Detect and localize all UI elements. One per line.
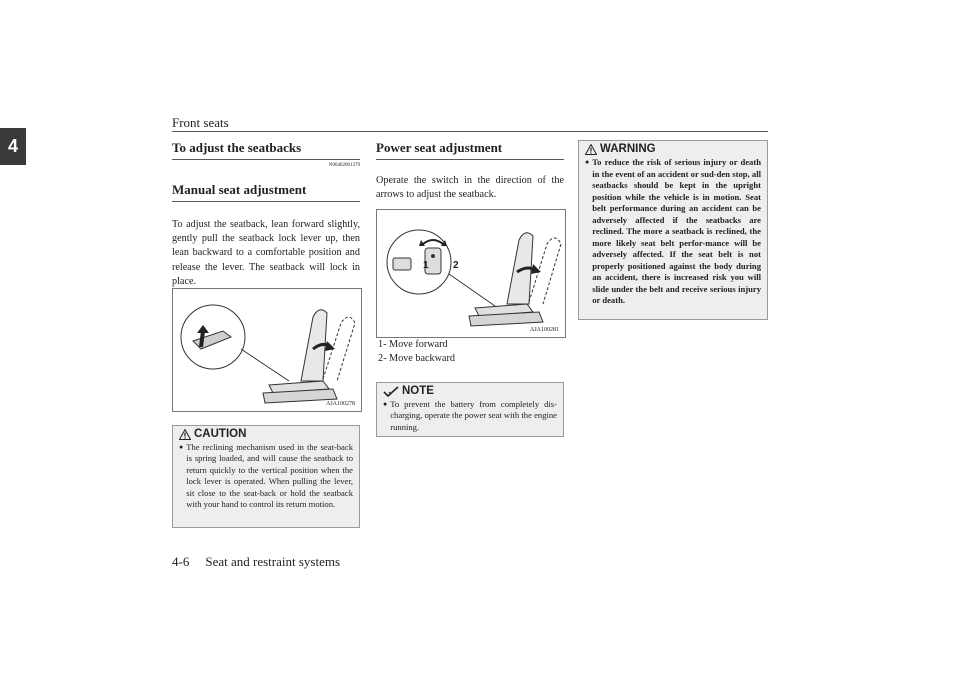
manual-adjust-body: To adjust the seatback, lean forward slightly, gently pull the seatback lock lever up, then lean backward to a comfortable position and release the lever. The seatback will lock in place. [172,219,360,287]
header-rule [172,131,768,132]
figure-power-seat [376,209,566,338]
caution-label: CAUTION [173,426,359,440]
left-column [172,140,360,289]
figure-label-2: 2 [453,260,459,271]
figure-code: AJA100281 [529,327,559,333]
checkmark-icon [383,386,399,397]
section-code: N00402001379 [328,163,360,168]
warning-text: To reduce the risk of serious injury or death in the event of an accident or sud-den stop, all seatbacks should be kept in the upright position while the vehicle is in motion. Seat belt performance during an accident can be adversely affected if the seatbacks are reclined. The more a seatback is reclined, the more likely seat belt perfor-mance will be adversely affected. If the seat belt is not properly positioned against the body during an accident, there is increased risk you will slide under the belt and receive serious injury or death. [592,157,761,305]
footer-section-title: Seat and restraint systems [205,554,341,569]
note-text: To prevent the battery from completely dis-charging, operate the power seat with the engine running. [390,399,557,432]
figure-code: AJA100278 [325,401,355,407]
page-number: 4-6 [172,554,190,569]
figure-manual-seat [172,288,362,412]
power-seat-body: Operate the switch in the direction of the arrows to adjust the seatback. [376,175,564,201]
warning-label: WARNING [579,141,767,155]
heading-power-seat-adjustment: Power seat adjustment [376,140,564,160]
page-header-title: Front seats [172,115,229,130]
power-seat-illustration [377,210,565,337]
list-item: 1- Move forward [378,339,448,350]
figure-label-1: 1 [423,260,429,271]
manual-seat-illustration [173,289,361,411]
chapter-tab: 4 [0,128,26,165]
bullet-icon: ● [179,443,184,451]
warning-box [578,140,768,320]
heading-manual-seat-adjustment: Manual seat adjustment [172,182,360,202]
page-footer [172,554,340,570]
note-box [376,382,564,437]
warning-triangle-icon [585,144,597,155]
note-label: NOTE [377,383,563,397]
list-item: 2- Move backward [378,352,455,364]
heading-adjust-seatbacks: To adjust the seatbacks [172,140,360,160]
bullet-icon: ● [383,400,388,408]
direction-list [378,338,564,365]
middle-column [376,140,564,202]
caution-box [172,425,360,528]
bullet-icon: ● [585,158,590,166]
warning-triangle-icon [179,429,191,440]
caution-text: The reclining mechanism used in the seat-back is spring loaded, and will cause the seatback to return quickly to the vertical position when the lock lever is operated. When pulling the lever, sit close to the seat-back or hold the seatback with your hand to control its return motion. [186,442,353,510]
